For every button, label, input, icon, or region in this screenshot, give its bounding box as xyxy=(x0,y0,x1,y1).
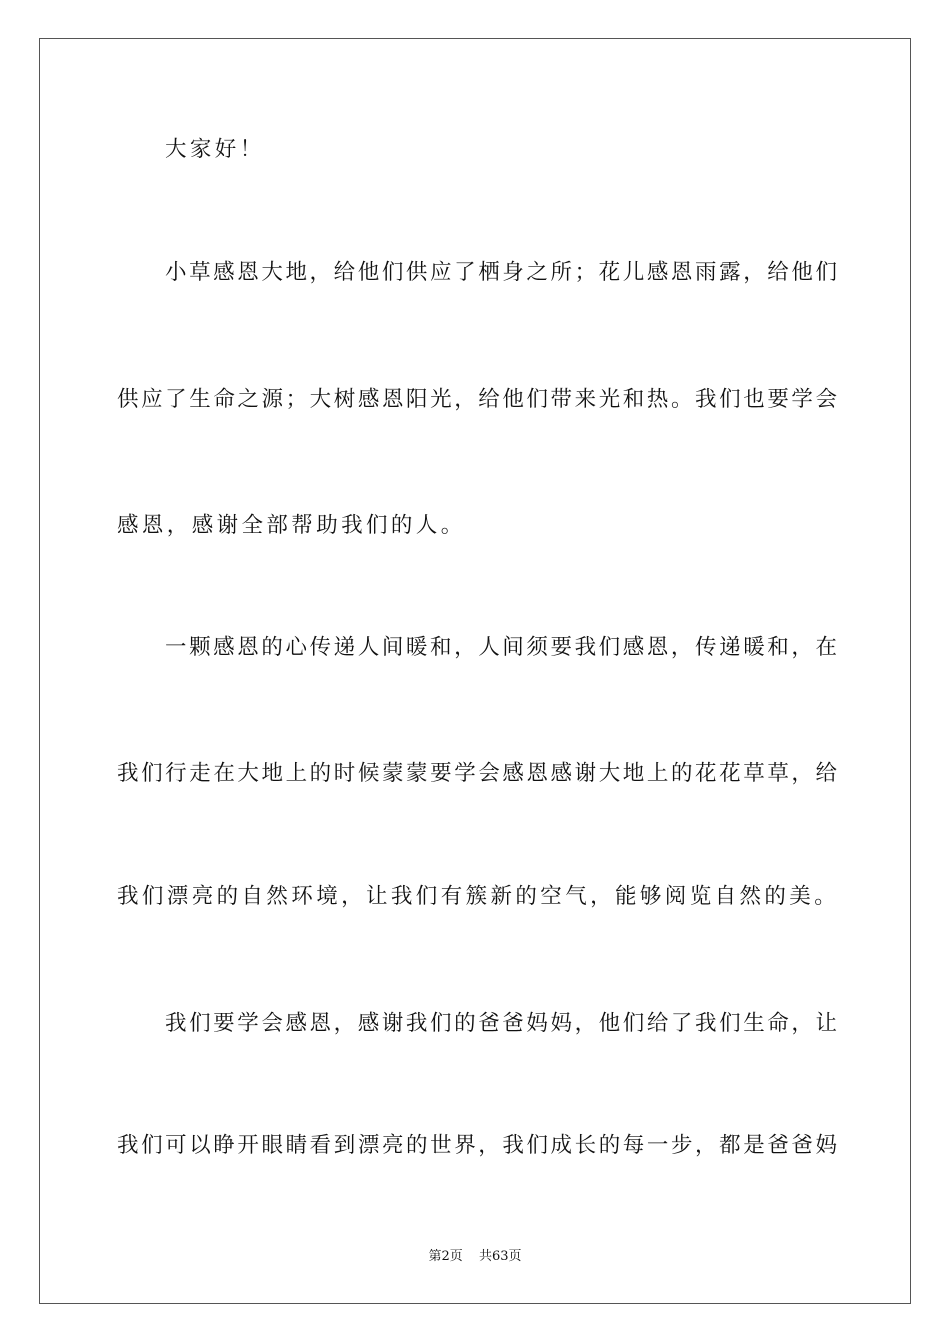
paragraph-1-line-1: 小草感恩大地，给他们供应了栖身之所；花儿感恩雨露，给他们 xyxy=(165,260,837,285)
paragraph-3-line-1: 我们要学会感恩，感谢我们的爸爸妈妈，他们给了我们生命，让 xyxy=(165,1011,837,1036)
greeting-line: 大家好！ xyxy=(165,137,265,162)
paragraph-3-line-2: 我们可以睁开眼睛看到漂亮的世界，我们成长的每一步，都是爸爸妈 xyxy=(117,1133,837,1158)
page-border xyxy=(39,38,911,1304)
paragraph-1-line-2: 供应了生命之源；大树感恩阳光，给他们带来光和热。我们也要学会 xyxy=(117,387,837,412)
paragraph-2-line-2: 我们行走在大地上的时候蒙蒙要学会感恩感谢大地上的花花草草，给 xyxy=(117,761,837,786)
paragraph-2-line-1: 一颗感恩的心传递人间暖和，人间须要我们感恩，传递暖和，在 xyxy=(165,635,837,660)
paragraph-2-line-3: 我们漂亮的自然环境，让我们有簇新的空气，能够阅览自然的美。 xyxy=(117,884,840,909)
page-footer xyxy=(0,1247,950,1267)
paragraph-1-line-3: 感恩，感谢全部帮助我们的人。 xyxy=(117,513,466,538)
page-number: 第2页 xyxy=(428,1249,463,1264)
page-total: 共63页 xyxy=(478,1249,522,1264)
